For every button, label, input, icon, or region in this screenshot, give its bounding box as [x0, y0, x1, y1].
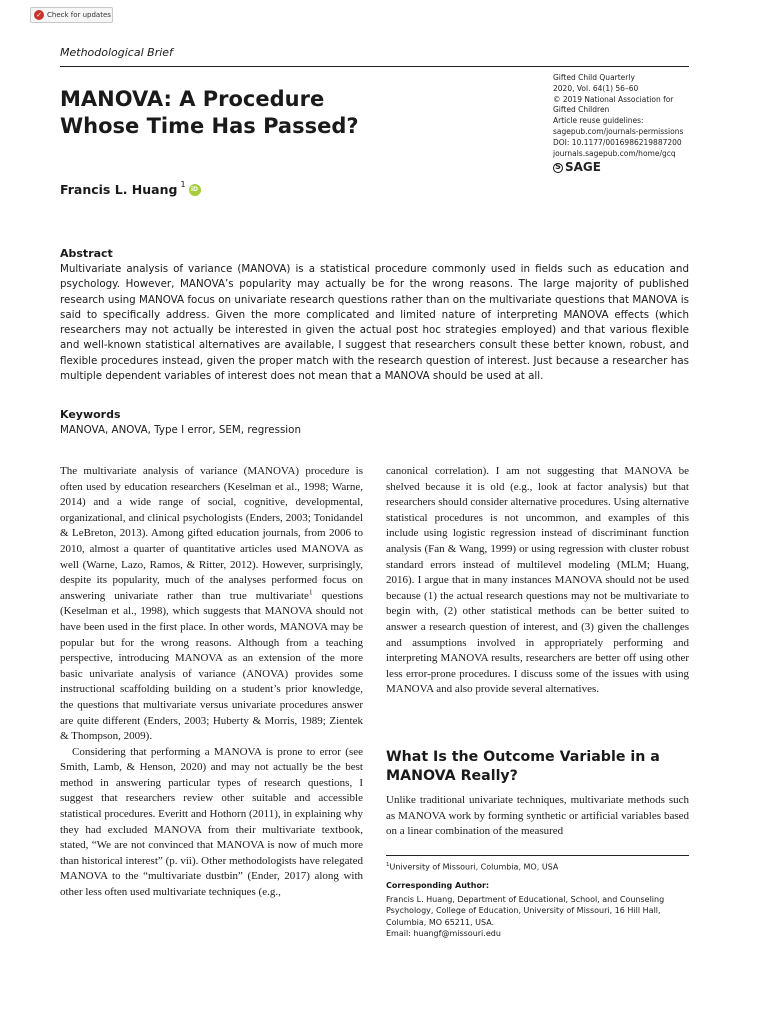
- footnote-mark: 1: [386, 862, 390, 868]
- author-line: [60, 182, 201, 197]
- corr-line-2: Psychology, College of Education, University of Missouri, 16 Hill Hall,: [386, 906, 661, 916]
- body-left-column: [60, 464, 363, 901]
- corr-line-3: Columbia, MO 65211, USA.: [386, 917, 495, 927]
- orcid-icon[interactable]: iD: [189, 184, 201, 196]
- body-right-column: [386, 464, 689, 698]
- publisher-logo: [553, 162, 693, 173]
- check-for-updates-label: Check for updates: [47, 11, 111, 19]
- footnote-text: University of Missouri, Columbia, MO, USA: [389, 862, 559, 872]
- keywords-heading: Keywords: [60, 408, 121, 421]
- abstract-text: Multivariate analysis of variance (MANOVA) is a statistical procedure commonly used in fields such as education and psychology. However, MANOVA’s popularity may actually be for the wrong reasons. The large majority of published research using MANOVA focus on univariate research questions rather than on the multivariate questions that MANOVA is said to specifically address. Given the more complicated and limited nature of interpreting MANOVA effects (which researchers may not actually be interested in given the actual post hoc strategies employed) and that various flexible and well-known statistical alternatives are available, I suggest that researchers consult these better known, robust, and flexible procedures instead, given the proper match with the research question of interest. Just because a researcher has multiple dependent variables of interest does not mean that a MANOVA should be used at all.: [60, 263, 689, 383]
- copyright-line-2: Gifted Children: [553, 105, 610, 115]
- left-paragraph-1-part-b: questions (Keselman et al., 1998), which suggests that MANOVA should not have been used in the first place. In other words, MANOVA may be popular but for the wrong reasons. Although from a teaching perspective, introducing MANOVA as an extension of the more basic univariate analysis of variance (ANOVA) provides some instructional scaffolding building on a student’s prior knowledge, the questions that multivariate versus univariate procedures answer are quite different (Enders, 2003; Huberty & Morris, 1989; Zientek & Thompson, 2009).: [60, 589, 363, 743]
- journal-home-link[interactable]: journals.sagepub.com/home/gcq: [553, 148, 676, 158]
- corr-line-1: Francis L. Huang, Department of Educational, School, and Counseling: [386, 895, 665, 904]
- title-line-2: Whose Time Has Passed?: [60, 114, 359, 138]
- left-paragraph-1: [60, 464, 363, 745]
- footnote-rule: [386, 855, 689, 856]
- abstract-heading: Abstract: [60, 247, 113, 260]
- sage-logo-icon: S: [553, 163, 563, 173]
- doi-link[interactable]: DOI: 10.1177/0016986219887200: [553, 137, 682, 147]
- section-label: Methodological Brief: [60, 46, 173, 59]
- update-icon: ✓: [34, 10, 44, 20]
- copyright-line-1: © 2019 National Association for: [553, 94, 674, 104]
- body-right-column-2: [386, 793, 689, 840]
- author-affil-mark: 1: [180, 180, 186, 189]
- reuse-link[interactable]: sagepub.com/journals-permissions: [553, 126, 684, 136]
- section-heading: What Is the Outcome Variable in a MANOVA Really?: [386, 749, 660, 784]
- header-rule: [60, 66, 689, 67]
- right-paragraph-1: canonical correlation). I am not suggesting that MANOVA be shelved because it is old (e.g., look at factor analysis) but that researchers should consider alternative procedures. Using alternative statistical procedures is not uncommon, and examples of this include using logistic regression instead of discriminant function analysis (Fan & Wang, 1999) or using regression with cluster robust standard errors instead of multilevel modeling (MLM; Huang, 2016). I argue that in many instances MANOVA should not be used because (1) the actual research questions may not be multivariate to begin with, (2) other statistical methods can be better suited to answer a research question of interest, and (3) given the challenges and assumptions involved in appropriately performing and interpreting MANOVA results, researchers are better off using other less error-prone procedures. I discuss some of the issues with using MANOVA and also provide several alternatives.: [386, 465, 689, 696]
- left-paragraph-2: Considering that performing a MANOVA is prone to error (see Smith, Lamb, & Henson, 2020) and may not actually be the best method in answering particular types of research questions, I suggest that researchers review other suitable and accessible statistical procedures. Everitt and Hothorn (2011), in explaining why they had excluded MANOVA from their multivariate textbook, stated, “We are not convinced that MANOVA is now of much more than historical interest” (p. vii). Other methodologists have relegated MANOVA to the “multivariate dustbin” (Ender, 2017) along with other less often used multivariate techniques (e.g.,: [60, 745, 363, 899]
- corresponding-author-details: [386, 894, 686, 939]
- keywords-text: MANOVA, ANOVA, Type I error, SEM, regression: [60, 424, 301, 436]
- corresponding-author-heading: Corresponding Author:: [386, 881, 490, 890]
- journal-meta: [553, 73, 693, 173]
- author-name: Francis L. Huang: [60, 182, 178, 197]
- journal-name: Gifted Child Quarterly: [553, 73, 635, 82]
- title-line-1: MANOVA: A Procedure: [60, 87, 325, 111]
- left-paragraph-1-part-a: The multivariate analysis of variance (MANOVA) procedure is often used by education researchers (Keselman et al., 1998; Warne, 2014) and a wide range of social, cognitive, developmental, organizational, and clinical psychologists (Enders, 2003; Tonidandel & LeBreton, 2013). Among gifted education journals, from 2006 to 2010, almost a quarter of quantitative articles used MANOVA as well (Warne, Lazo, Ramos, & Ritter, 2012). However, surprisingly, despite its popularity, much of the analyses performed focus on answering univariate rather than true multivariate: [60, 465, 363, 602]
- publisher-name: SAGE: [565, 160, 601, 175]
- footnote-ref-1: 1: [308, 588, 313, 597]
- affiliation-footnote: [386, 860, 691, 873]
- right-paragraph-2: Unlike traditional univariate techniques, multivariate methods such as MANOVA work by forming synthetic or artificial variables based on a linear combination of the measured: [386, 794, 689, 838]
- check-for-updates-button[interactable]: [30, 7, 113, 23]
- corr-email[interactable]: Email: huangf@missouri.edu: [386, 928, 501, 938]
- journal-volume: 2020, Vol. 64(1) 56–60: [553, 83, 639, 93]
- article-title: [60, 86, 390, 140]
- reuse-label: Article reuse guidelines:: [553, 116, 644, 126]
